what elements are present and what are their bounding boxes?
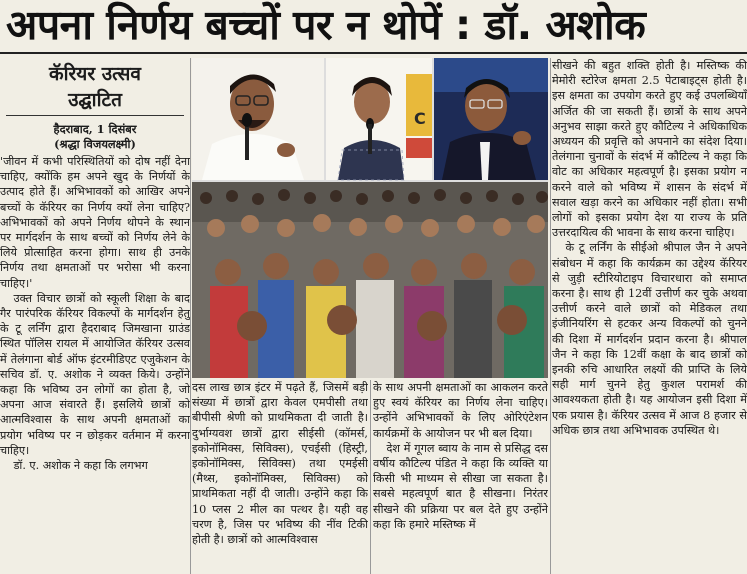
photo-collage (192, 58, 548, 378)
column-divider (550, 58, 551, 574)
middle-2-paragraph-1: के साथ अपनी क्षमताओं का आकलन करते हुए स्वयं कॅरियर का निर्णय लेना चाहिए। उन्होंने अभिभावकों के लिए ओरिएंटेशन कार्यक्रमों के आयोजन पर भी बल दिया। (373, 381, 548, 440)
middle-column-2 (373, 380, 548, 574)
left-paragraph-2: उक्त विचार छात्रों को स्कूली शिक्षा के बाद गैर पारंपरिक कॅरियर विकल्पों के मार्गदर्शन हेतु के टू लर्निंग द्वारा हैदराबाद जिमखाना ग्राउंड स्थित पॉलिस रायल में आयोजित कॅरियर उत्सव में तेलंगाना बोर्ड ऑफ इंटरमीडिएट एजुकेशन के सचिव डॉ. ए. अशोक ने व्यक्त किये। उन्होंने कहा कि भविष्य उन लोगों का होता है, जो अपना आज संवारते हैं। इसलिये छात्रों को आत्मविश्वास के साथ अपनी क्षमताओं का प्रयोग भविष्य पर न छोड़कर वर्तमान में करना चाहिए। (0, 291, 190, 457)
dateline: हैदराबाद, 1 दिसंबर (53, 122, 137, 136)
middle-2-paragraph-2: देश में गूगल ब्वाय के नाम से प्रसिद्ध दस वर्षीय कौटिल्य पंडित ने कहा कि व्यक्ति या किसी भी माध्यम से सीखा जा सकता है। सबसे महत्वपूर्ण बात है सीखना। निरंतर सीखने की प्रक्रिया पर बल देते हुए उन्होंने कहा कि हमारे मस्तिष्क में (373, 441, 548, 531)
right-paragraph-2: के टू लर्निंग के सीईओ श्रीपाल जैन ने अपने संबोधन में कहा कि कार्यक्रम का उद्देश्य कॅरियर से जुड़ी स्टीरियोटाइप विचारधारा को समाप्त करना है। साथ ही 12वीं उत्तीर्ण कर चुके अथवा उत्तीर्ण करने वाले छात्रों को मेडिकल तथा इंजीनियरिंग से हटकर अन्य विकल्पों को चुनने की दिशा में मार्गदर्शन प्रदान करना है। श्रीपाल जैन ने कहा कि 12वीं कक्षा के बाद छात्रों को इनकी रुचि आधारित लक्ष्यों की प्राप्ति के लिये सही मार्ग चुनने हेतु कुशल परामर्श की आवश्यकता होती है। यह आयोजन इसी दिशा में एक प्रयास है। कॅरियर उत्सव में आज 8 हजार से अधिक छात्र तथा अभिभावक उपस्थित थे। (552, 241, 747, 437)
column-divider (370, 380, 371, 574)
column-divider (190, 58, 191, 574)
speaker-photo-1 (192, 58, 324, 180)
subheadline-line-1: कॅरियर उत्सव (49, 63, 141, 85)
middle-1-paragraph: दस लाख छात्र इंटर में पढ़ते हैं, जिसमें बड़ी संख्या में छात्रों द्वारा केवल एमपीसी तथा बीपीसी श्रेणी को प्राथमिकता दी जाती है। दुर्भाग्यवश छात्रों द्वारा सीईसी (कॉमर्स, इकोनॉमिक्स, सिविक्स), एचईसी (हिस्ट्री, इकोनॉमिक्स, सिविक्स) तथा एमईसी (मैथ्स, इकोनॉमिक्स, सिविक्स) को प्राथमिकता नहीं दी जाती। उन्होंने कहा कि 10 प्लस 2 मील का पत्थर है। यही वह चरण है, जिस पर भविष्य की नींव टिकी होती है। छात्रों को आत्मविश्वास (192, 381, 368, 547)
byline: (श्रद्धा विजयलक्ष्मी) (54, 137, 136, 151)
banner-letter: C (414, 109, 426, 128)
subheadline-line-2: उद्घाटित (68, 89, 122, 111)
left-column (0, 60, 190, 574)
audience-photo (192, 182, 548, 378)
subheadline-rule (6, 115, 184, 116)
left-paragraph-3: डॉ. ए. अशोक ने कहा कि लगभग (13, 459, 148, 473)
speaker-photo-2 (326, 58, 432, 180)
photo-collage-graphic (192, 58, 548, 378)
speaker-photo-3 (434, 58, 548, 180)
headline: अपना निर्णय बच्चों पर न थोपें : डॉ. अशोक (6, 1, 646, 49)
left-paragraph-1: 'जीवन में कभी परिस्थितियों को दोष नहीं देना चाहिए, क्योंकि हम अपने खुद के निर्णयों के उत्पाद होते हैं। अभिभावकों को आखिर अपने बच्चों के कॅरियर का निर्णय क्यों लेना चाहिए? अभिभावकों को अपने निर्णय थोपने के स्थान पर मार्गदर्शन के साथ बच्चों को निर्णय लेने के लिये प्रोत्साहित करना होगा। साथ ही उनके निर्णय तथा क्षमताओं पर भरोसा भी करना चाहिए।' (0, 155, 190, 290)
headline-rule (0, 52, 747, 54)
right-paragraph-1: सीखने की बहुत शक्ति होती है। मस्तिष्क की मेमोरी स्टोरेज क्षमता 2.5 पेटाबाइट्स होती है। इस क्षमता का उपयोग करते हुए कई उपलब्धियाँ अर्जित की जा सकती हैं। छात्रों के साथ अपने अनुभव साझा करते हुए कौटिल्य ने अधिकाधिक अध्ययन की प्रवृत्ति को अपनाने का संदेश दिया। तेलंगाना चुनावों के संदर्भ में कौटिल्य ने कहा कि वोट का अधिकार महत्वपूर्ण है। इसका प्रयोग न करने वाले को भविष्य में शासन के संदर्भ में सवाल खड़ा करने का अधिकार नहीं होता। सभी लोगों को इसका प्रयोग देश या राज्य के प्रति उत्तरदायित्व की भावना के साथ करना चाहिए। (552, 59, 747, 240)
right-column (552, 58, 747, 574)
middle-column-1 (192, 380, 368, 574)
